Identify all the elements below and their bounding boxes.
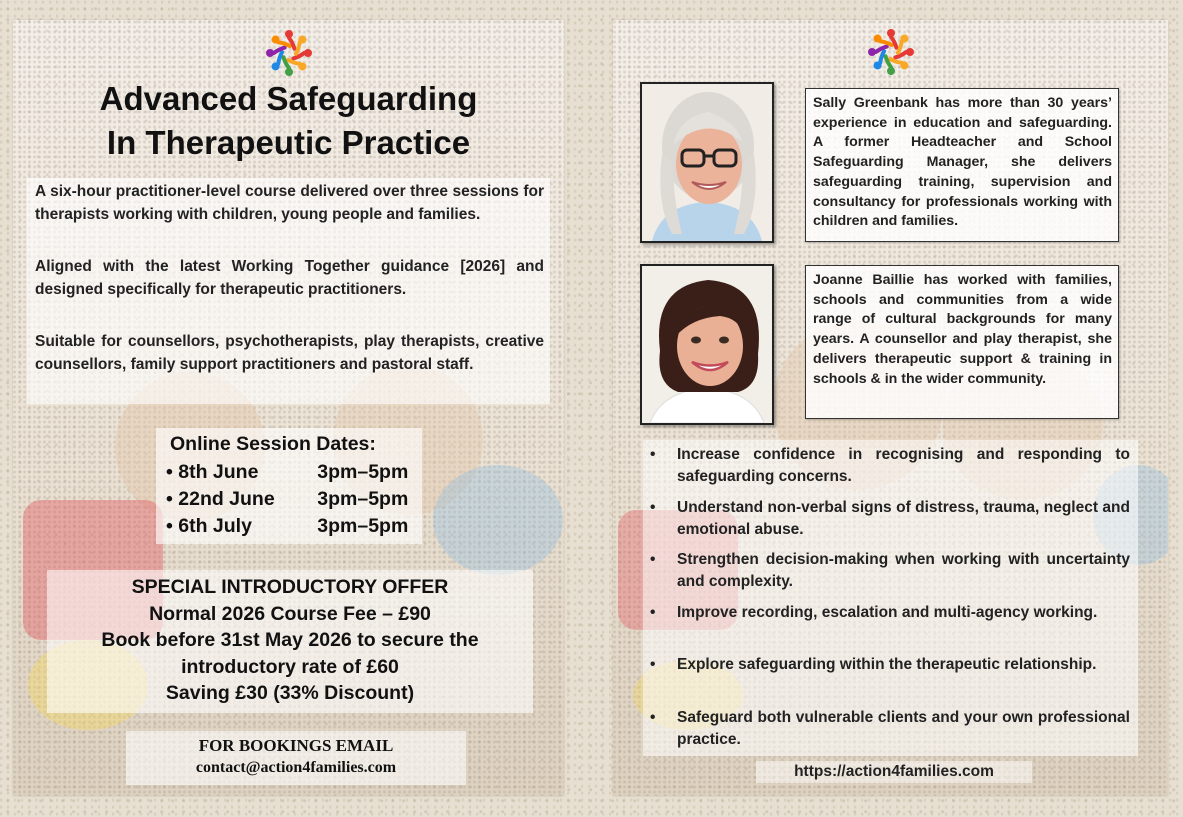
list-item	[643, 654, 1130, 676]
portrait-woman-glasses	[642, 84, 772, 241]
session-date-row	[166, 515, 408, 538]
session-date-row	[166, 488, 408, 511]
bio-joanne-baillie: Joanne Baillie has worked with families, schools and communities from a wide range of cultural backgrounds for many years. A counsellor and play therapist, she delivers therapeutic support & training in schools & in the wider community.	[805, 265, 1119, 419]
session-time: 3pm–5pm	[317, 461, 409, 483]
left-flyer	[13, 20, 564, 796]
offer-intro-rate: introductory rate of £60	[181, 655, 399, 678]
portrait-woman-dark-hair	[642, 266, 772, 423]
list-item	[643, 444, 1130, 488]
session-date: 6th July	[178, 515, 252, 537]
people-circle-logo-icon	[262, 26, 316, 80]
bullet-icon: •	[166, 515, 173, 537]
guidance-paragraph: Aligned with the latest Working Together guidance [2026] and designed specifically for therapeutic practitioners.	[35, 258, 544, 298]
session-date: 22nd June	[178, 488, 275, 510]
session-time: 3pm–5pm	[317, 488, 409, 510]
offer-heading: SPECIAL INTRODUCTORY OFFER	[131, 576, 449, 598]
bullet-icon: •	[650, 551, 656, 568]
booking-box	[126, 731, 466, 785]
session-time: 3pm–5pm	[317, 515, 409, 537]
session-date: 8th June	[178, 461, 259, 483]
people-circle-logo-icon	[864, 25, 918, 79]
booking-email-link[interactable]: contact@action4families.com	[195, 759, 397, 776]
course-title-line-2: In Therapeutic Practice	[106, 124, 471, 161]
special-offer-box	[47, 570, 533, 713]
bullet-icon: •	[166, 461, 173, 483]
audience-paragraph: Suitable for counsellors, psychotherapists, play therapists, creative counsellors, family support practitioners and pastoral staff.	[35, 333, 544, 373]
bullet-icon: •	[650, 656, 656, 673]
learning-outcome-text: Understand non-verbal signs of distress, trauma, neglect and emotional abuse.	[677, 499, 1130, 538]
photo-joanne-baillie	[640, 264, 774, 425]
intro-paragraph: A six-hour practitioner-level course delivered over three sessions for therapists working with children, young people and families.	[35, 183, 544, 223]
learning-outcome-text: Improve recording, escalation and multi-agency working.	[677, 604, 1098, 621]
offer-book-before: Book before 31st May 2026 to secure the	[101, 629, 479, 651]
list-item	[643, 549, 1130, 593]
learning-outcomes-panel	[643, 440, 1138, 756]
toy-figure-body-decoration	[433, 465, 563, 575]
list-item	[643, 707, 1130, 751]
photo-sally-greenbank	[640, 82, 774, 243]
bullet-icon: •	[650, 709, 656, 726]
learning-outcome-text: Strengthen decision-making when working with uncertainty and complexity.	[677, 551, 1130, 590]
bullet-icon: •	[166, 488, 173, 510]
learning-outcome-text: Increase confidence in recognising and responding to safeguarding concerns.	[677, 446, 1130, 485]
learning-outcome-text: Explore safeguarding within the therapeutic relationship.	[677, 656, 1097, 673]
offer-saving: Saving £30 (33% Discount)	[165, 682, 415, 704]
bullet-icon: •	[650, 604, 656, 621]
session-date-row	[166, 461, 408, 484]
right-flyer	[613, 20, 1168, 796]
learning-outcome-text: Safeguard both vulnerable clients and your own professional practice.	[677, 709, 1130, 748]
session-dates-title: Online Session Dates:	[170, 433, 376, 455]
session-dates-box	[156, 428, 422, 544]
offer-normal-fee: Normal 2026 Course Fee – £90	[149, 602, 431, 625]
bullet-icon: •	[650, 446, 656, 463]
website-link[interactable]: https://action4families.com	[756, 761, 1032, 783]
bio-sally-greenbank: Sally Greenbank has more than 30 years’ experience in education and safeguarding. A former Headteacher and School Safeguarding Manager, she delivers safeguarding training, supervision and consultancy for professionals working with children and families.	[805, 88, 1119, 242]
booking-heading: FOR BOOKINGS EMAIL	[198, 736, 394, 755]
list-item	[643, 497, 1130, 541]
bullet-icon: •	[650, 499, 656, 516]
course-title-line-1: Advanced Safeguarding	[99, 80, 478, 117]
list-item	[643, 602, 1130, 624]
